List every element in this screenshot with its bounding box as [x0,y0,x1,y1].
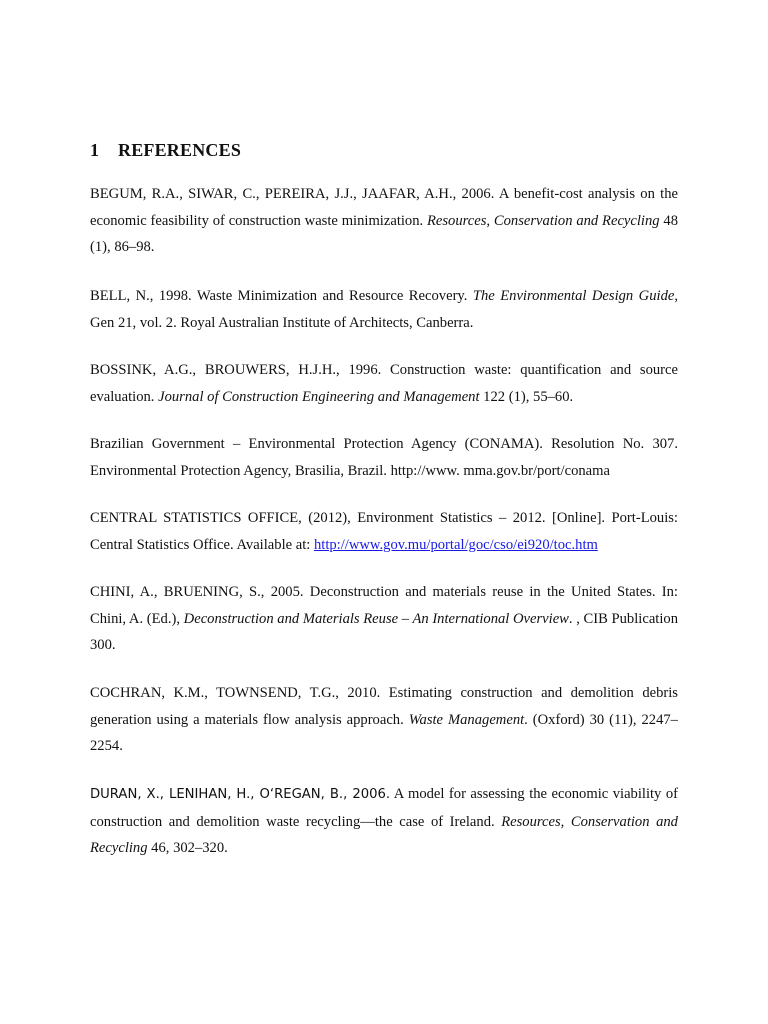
reference-bossink [90,357,678,410]
reference-duran [90,781,678,862]
section-heading [90,139,241,161]
reference-url-link[interactable]: http://www.gov.mu/portal/goc/cso/ei920/toc.htm [313,536,598,553]
reference-text: CENTRAL STATISTICS OFFICE, (2012), Environment Statistics – 2012. [Online]. Port-Louis: Central Statistics Office. Available at: [90,510,678,553]
reference-journal: Resources, Conservation and Recycling [426,212,660,229]
reference-details: 48 (1), 86–98. [90,212,678,255]
reference-details: 122 (1), 55–60. [479,388,574,405]
reference-text: BELL, N., 1998. Waste Minimization and Resource Recovery. [90,288,473,304]
reference-details: , Gen 21, vol. 2. Royal Australian Institute of Architects, Canberra. [90,288,678,331]
reference-begum [90,181,678,261]
reference-journal: The Environmental Design Guide [472,288,675,304]
section-number: 1 [90,140,100,160]
reference-brazilian-government [90,431,678,484]
section-title: REFERENCES [118,140,242,160]
reference-cochran [90,680,678,760]
reference-central-statistics-office [90,505,678,558]
reference-journal: Waste Management [408,711,525,728]
reference-text: A model for assessing the economic viability of construction and demolition waste recycling—the case of Ireland. [90,786,678,830]
reference-authors: DURAN, X., LENIHAN, H., O‘REGAN, B., 2006. [90,787,391,802]
reference-journal: Journal of Construction Engineering and Management [158,388,480,405]
reference-book-title: Deconstruction and Materials Reuse – An International Overview [183,610,569,627]
reference-text: CHINI, A., BRUENING, S., 2005. Deconstruction and materials reuse in the United States. In: Chini, A. (Ed.), [90,584,678,627]
reference-chini [90,579,678,659]
reference-details: . , CIB Publication 300. [90,610,678,653]
reference-text: Brazilian Government – Environmental Protection Agency (CONAMA). Resolution No. 307. Environmental Protection Agency, Brasilia, Brazil. http://www. mma.gov.br/port/conama [90,436,678,479]
reference-text: COCHRAN, K.M., TOWNSEND, T.G., 2010. Estimating construction and demolition debris generation using a materials flow analysis approach. [90,685,678,728]
reference-journal: Resources, Conservation and Recycling [90,813,678,856]
reference-text: BEGUM, R.A., SIWAR, C., PEREIRA, J.J., JAAFAR, A.H., 2006. A benefit-cost analysis on the economic feasibility of construction waste minimization. [90,186,678,229]
reference-bell [90,283,678,336]
reference-details: 46, 302–320. [147,840,228,856]
reference-details: . (Oxford) 30 (11), 2247–2254. [90,711,678,754]
reference-text: BOSSINK, A.G., BROUWERS, H.J.H., 1996. Construction waste: quantification and source evaluation. [90,362,678,405]
